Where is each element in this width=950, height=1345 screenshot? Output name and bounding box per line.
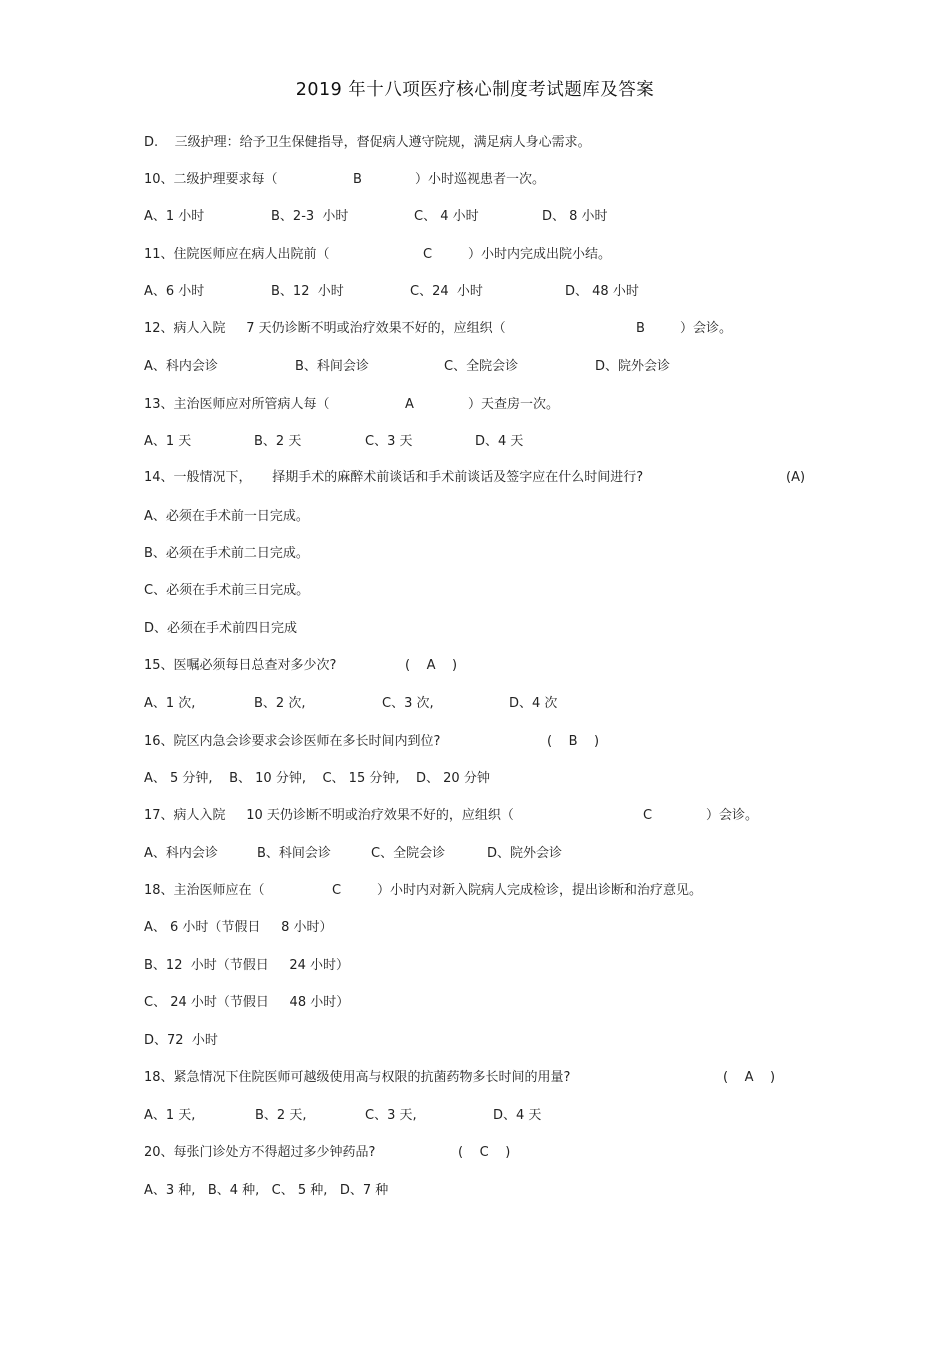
- text-segment: C: [643, 808, 653, 823]
- text-segment: C、3 次,: [382, 696, 434, 711]
- text-segment: B、2 天: [254, 434, 302, 449]
- text-segment: B、12 小时: [271, 284, 344, 299]
- text-segment: B、科间会诊: [257, 846, 331, 861]
- text-segment: D、必须在手术前四日完成: [144, 621, 298, 636]
- text-segment: B、2 次,: [254, 696, 306, 711]
- text-segment: D、 48 小时: [565, 284, 639, 299]
- text-segment: C、3 天: [365, 434, 413, 449]
- text-segment: C、必须在手术前三日完成。: [144, 583, 310, 598]
- text-segment: A、1 天,: [144, 1108, 196, 1123]
- text-segment: B、2-3 小时: [271, 209, 349, 224]
- text-segment: D、 8 小时: [542, 209, 608, 224]
- text-segment: B、必须在手术前二日完成。: [144, 546, 309, 561]
- text-segment: 20、每张门诊处方不得超过多少钟药品?: [144, 1145, 376, 1160]
- text-segment: A、1 天: [144, 434, 192, 449]
- text-segment: D、4 天: [493, 1108, 542, 1123]
- text-segment: A、 6 小时（节假日 8 小时）: [144, 920, 333, 935]
- text-segment: ）小时内完成出院小结。: [468, 247, 612, 262]
- text-segment: 13、主治医师应对所管病人每（: [144, 397, 330, 412]
- text-segment: C、 24 小时（节假日 48 小时）: [144, 995, 350, 1010]
- text-segment: 16、院区内急会诊要求会诊医师在多长时间内到位?: [144, 734, 441, 749]
- text-segment: C: [332, 883, 342, 898]
- text-segment: A、1 小时: [144, 209, 205, 224]
- text-segment: D、72 小时: [144, 1033, 218, 1048]
- text-segment: C、全院会诊: [444, 359, 519, 374]
- text-segment: 11、住院医师应在病人出院前（: [144, 247, 330, 262]
- text-segment: ( A ): [723, 1070, 776, 1085]
- text-segment: A、必须在手术前一日完成。: [144, 509, 309, 524]
- text-segment: B、科间会诊: [295, 359, 369, 374]
- text-segment: C: [423, 247, 433, 262]
- text-segment: 15、医嘱必须每日总查对多少次?: [144, 658, 337, 673]
- text-segment: B: [636, 321, 645, 336]
- text-segment: D. 三级护理：给予卫生保健指导，督促病人遵守院规，满足病人身心需求。: [144, 135, 591, 150]
- text-segment: C、全院会诊: [371, 846, 446, 861]
- text-segment: 17、病人入院 10 天仍诊断不明或治疗效果不好的，应组织（: [144, 808, 514, 823]
- text-segment: A、科内会诊: [144, 359, 218, 374]
- text-segment: A、科内会诊: [144, 846, 218, 861]
- text-segment: ）天查房一次。: [468, 397, 560, 412]
- text-segment: B: [353, 172, 362, 187]
- text-segment: (A): [786, 470, 806, 485]
- text-segment: A、3 种, B、4 种, C、 5 种, D、7 种: [144, 1183, 389, 1198]
- text-segment: B、12 小时（节假日 24 小时）: [144, 958, 350, 973]
- text-segment: D、院外会诊: [487, 846, 563, 861]
- text-segment: B、2 天,: [255, 1108, 307, 1123]
- text-segment: ）小时巡视患者一次。: [415, 172, 546, 187]
- text-segment: 18、主治医师应在（: [144, 883, 265, 898]
- text-segment: 12、病人入院 7 天仍诊断不明或治疗效果不好的，应组织（: [144, 321, 506, 336]
- text-segment: ）会诊。: [706, 808, 759, 823]
- text-segment: 14、一般情况下， 择期手术的麻醉术前谈话和手术前谈话及签字应在什么时间进行?: [144, 470, 644, 485]
- text-segment: A、 5 分钟, B、 10 分钟, C、 15 分钟, D、 20 分钟: [144, 771, 490, 786]
- text-segment: A: [405, 397, 414, 412]
- text-segment: ）会诊。: [680, 321, 733, 336]
- text-segment: A、6 小时: [144, 284, 205, 299]
- text-segment: ( C ): [458, 1145, 511, 1160]
- text-segment: A、1 次,: [144, 696, 196, 711]
- text-segment: 18、紧急情况下住院医师可越级使用高与权限的抗菌药物多长时间的用量?: [144, 1070, 571, 1085]
- text-segment: D、4 次: [509, 696, 558, 711]
- text-segment: ( B ): [547, 734, 600, 749]
- text-segment: ）小时内对新入院病人完成检诊，提出诊断和治疗意见。: [377, 883, 703, 898]
- page-title: 2019 年十八项医疗核心制度考试题库及答案: [295, 80, 655, 100]
- text-segment: C、3 天,: [365, 1108, 417, 1123]
- text-segment: C、 4 小时: [414, 209, 479, 224]
- text-segment: 10、二级护理要求每（: [144, 172, 278, 187]
- text-segment: C、24 小时: [410, 284, 483, 299]
- text-segment: ( A ): [405, 658, 458, 673]
- text-segment: D、4 天: [475, 434, 524, 449]
- text-segment: D、院外会诊: [595, 359, 671, 374]
